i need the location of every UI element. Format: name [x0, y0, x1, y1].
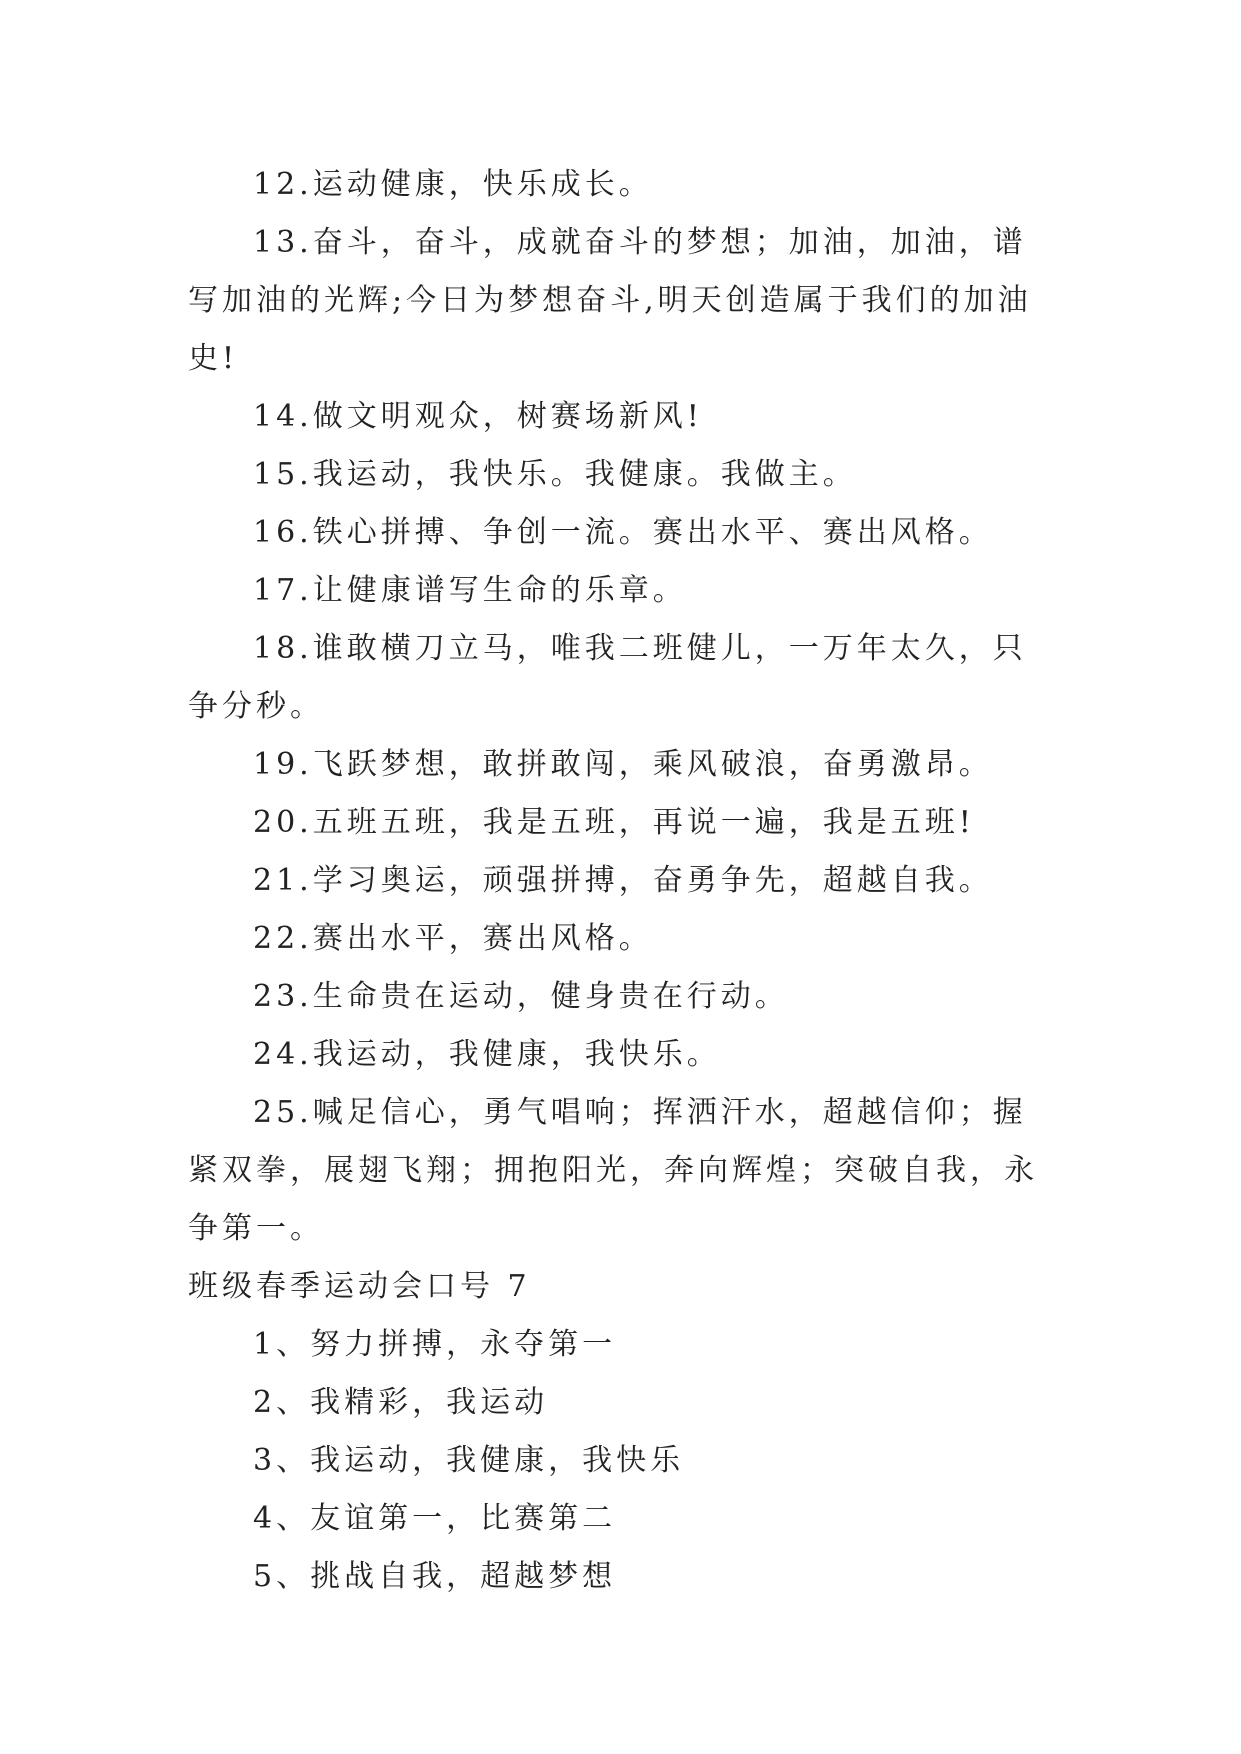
slogan-paragraph: 25.喊足信心，勇气唱响；挥洒汗水，超越信仰；握紧双拳，展翅飞翔；拥抱阳光，奔向辉煌；突破自我，永争第一。 — [188, 1095, 1038, 1246]
slogan-paragraph: 21.学习奥运，顽强拼搏，奋勇争先，超越自我。 — [253, 863, 993, 898]
slogan-paragraph: 20.五班五班，我是五班，再说一遍，我是五班! — [253, 805, 975, 840]
slogan-paragraph: 18.谁敢横刀立马，唯我二班健儿，一万年太久，只争分秒。 — [188, 631, 1027, 724]
section-list-item: 4、友谊第一，比赛第二 — [253, 1501, 617, 1536]
slogan-paragraph: 23.生命贵在运动，健身贵在行动。 — [253, 979, 789, 1014]
section-list-item: 5、挑战自我，超越梦想 — [253, 1559, 617, 1594]
slogan-paragraph: 22.赛出水平，赛出风格。 — [253, 921, 653, 956]
section-list-item: 2、我精彩，我运动 — [253, 1385, 549, 1420]
section-list-item: 3、我运动，我健康，我快乐 — [253, 1443, 685, 1478]
slogan-paragraph: 19.飞跃梦想，敢拼敢闯，乘风破浪，奋勇激昂。 — [253, 747, 993, 782]
slogan-paragraph: 16.铁心拼搏、争创一流。赛出水平、赛出风格。 — [253, 515, 993, 550]
slogan-paragraph: 14.做文明观众，树赛场新风! — [253, 399, 703, 434]
slogan-paragraph: 12.运动健康，快乐成长。 — [253, 167, 653, 202]
slogan-paragraph: 17.让健康谱写生命的乐章。 — [253, 573, 687, 608]
document-body — [188, 156, 1058, 1606]
section-list-item: 1、努力拼搏，永夺第一 — [253, 1327, 617, 1362]
slogan-paragraph: 13.奋斗，奋斗，成就奋斗的梦想；加油，加油，谱写加油的光辉;今日为梦想奋斗,明天创造属于我们的加油史! — [188, 225, 1032, 376]
slogan-paragraph: 15.我运动，我快乐。我健康。我做主。 — [253, 457, 857, 492]
slogan-paragraph: 24.我运动，我健康，我快乐。 — [253, 1037, 721, 1072]
section-heading: 班级春季运动会口号 7 — [188, 1269, 531, 1304]
